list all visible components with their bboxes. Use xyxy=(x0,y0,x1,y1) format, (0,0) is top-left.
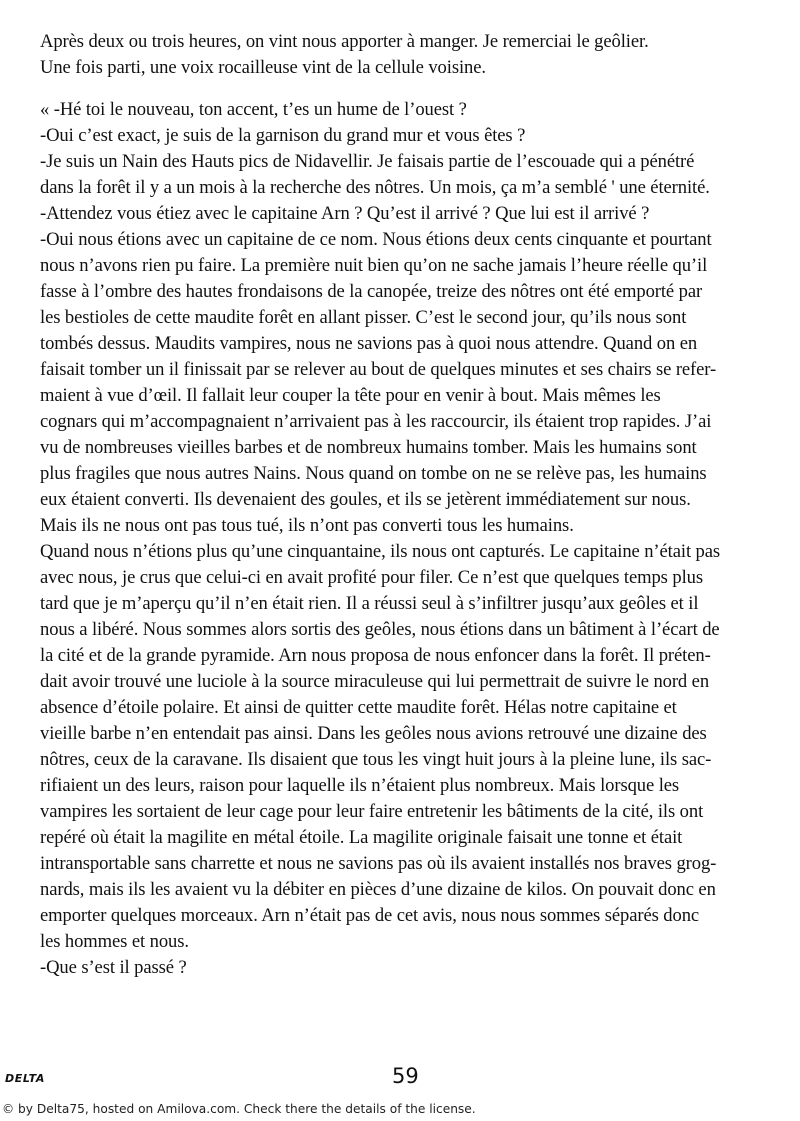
text-line: « -Hé toi le nouveau, ton accent, t’es un hume de l’ouest ? xyxy=(40,99,467,120)
license-footer: © by Delta75, hosted on Amilova.com. Check there the details of the license. xyxy=(2,1102,476,1116)
text-line: plus fragiles que nous autres Nains. Nous quand on tombe on ne se relève pas, les humains xyxy=(40,463,707,484)
text-line: maient à vue d’œil. Il fallait leur couper la tête pour en venir à bout. Mais mêmes les xyxy=(40,385,661,406)
text-line: Une fois parti, une voix rocailleuse vint de la cellule voisine. xyxy=(40,57,486,78)
paragraph-dialogue xyxy=(40,97,792,981)
text-line: absence d’étoile polaire. Et ainsi de quitter cette maudite forêt. Hélas notre capitaine et xyxy=(40,697,677,718)
text-line: dait avoir trouvé une luciole à la source miraculeuse qui lui permettrait de suivre le nord en xyxy=(40,671,710,692)
text-line: Après deux ou trois heures, on vint nous apporter à manger. Je remerciai le geôlier. xyxy=(40,31,649,52)
text-line: eux étaient converti. Ils devenaient des goules, et ils se jetèrent immédiatement sur nous. xyxy=(40,489,691,510)
text-line: tombés dessus. Maudits vampires, nous ne savions pas à quoi nous attendre. Quand on en xyxy=(40,333,698,354)
text-line: Quand nous n’étions plus qu’une cinquantaine, ils nous ont capturés. Le capitaine n’était pas xyxy=(40,541,721,562)
text-line: fasse à l’ombre des hautes frondaisons de la canopée, treize des nôtres ont été emporté par xyxy=(40,281,703,302)
text-line: les hommes et nous. xyxy=(40,931,189,952)
page-text xyxy=(40,29,792,981)
text-line: -Oui c’est exact, je suis de la garnison du grand mur et vous êtes ? xyxy=(40,125,526,146)
text-line: nous a libéré. Nous sommes alors sortis des geôles, nous étions dans un bâtiment à l’écart de xyxy=(40,619,720,640)
text-line: la cité et de la grande pyramide. Arn nous proposa de nous enfoncer dans la forêt. Il préten- xyxy=(40,645,711,666)
text-line: intransportable sans charrette et nous ne savions pas où ils avaient installés nos braves grog- xyxy=(40,853,717,874)
text-line: les bestioles de cette maudite forêt en allant pisser. C’est le second jour, qu’ils nous sont xyxy=(40,307,687,328)
text-line: emporter quelques morceaux. Arn n’était pas de cet avis, nous nous sommes séparés donc xyxy=(40,905,700,926)
text-line: Mais ils ne nous ont pas tous tué, ils n’ont pas converti tous les humains. xyxy=(40,515,574,536)
text-line: vu de nombreuses vieilles barbes et de nombreux humains tomber. Mais les humains sont xyxy=(40,437,697,458)
page-number: 59 xyxy=(392,1064,419,1088)
text-line: nous n’avons rien pu faire. La première nuit bien qu’on ne sache jamais l’heure réelle qu’il xyxy=(40,255,708,276)
paragraph-intro xyxy=(40,29,792,81)
text-line: -Je suis un Nain des Hauts pics de Nidavellir. Je faisais partie de l’escouade qui a pénétré xyxy=(40,151,695,172)
text-line: repéré où était la magilite en métal étoile. La magilite originale faisait une tonne et était xyxy=(40,827,683,848)
text-line: dans la forêt il y a un mois à la recherche des nôtres. Un mois, ça m’a semblé ' une éternité. xyxy=(40,177,710,198)
text-line: -Que s’est il passé ? xyxy=(40,957,187,978)
text-line: faisait tomber un il finissait par se relever au bout de quelques minutes et ses chairs se refer- xyxy=(40,359,717,380)
text-line: nards, mais ils les avaient vu la débiter en pièces d’une dizaine de kilos. On pouvait donc en xyxy=(40,879,716,900)
text-line: avec nous, je crus que celui-ci en avait profité pour filer. Ce n’est que quelques temps plus xyxy=(40,567,703,588)
paragraph-gap xyxy=(40,81,792,97)
text-line: nôtres, ceux de la caravane. Ils disaient que tous les vingt huit jours à la pleine lune, ils sac- xyxy=(40,749,712,770)
author-signature: DELTA xyxy=(5,1072,45,1085)
text-line: -Attendez vous étiez avec le capitaine Arn ? Qu’est il arrivé ? Que lui est il arrivé ? xyxy=(40,203,650,224)
text-line: vampires les sortaient de leur cage pour leur faire entretenir les bâtiments de la cité, ils ont xyxy=(40,801,704,822)
text-line: tard que je m’aperçu qu’il n’en était rien. Il a réussi seul à s’infiltrer jusqu’aux geôles et il xyxy=(40,593,699,614)
text-line: -Oui nous étions avec un capitaine de ce nom. Nous étions deux cents cinquante et pourtant xyxy=(40,229,712,250)
text-line: cognars qui m’accompagnaient n’arrivaient pas à les raccourcir, ils étaient trop rapides. J’ai xyxy=(40,411,712,432)
text-line: rifiaient un des leurs, raison pour laquelle ils n’étaient plus nombreux. Mais lorsque les xyxy=(40,775,680,796)
text-line: vieille barbe n’en entendait pas ainsi. Dans les geôles nous avions retrouvé une dizaine des xyxy=(40,723,707,744)
